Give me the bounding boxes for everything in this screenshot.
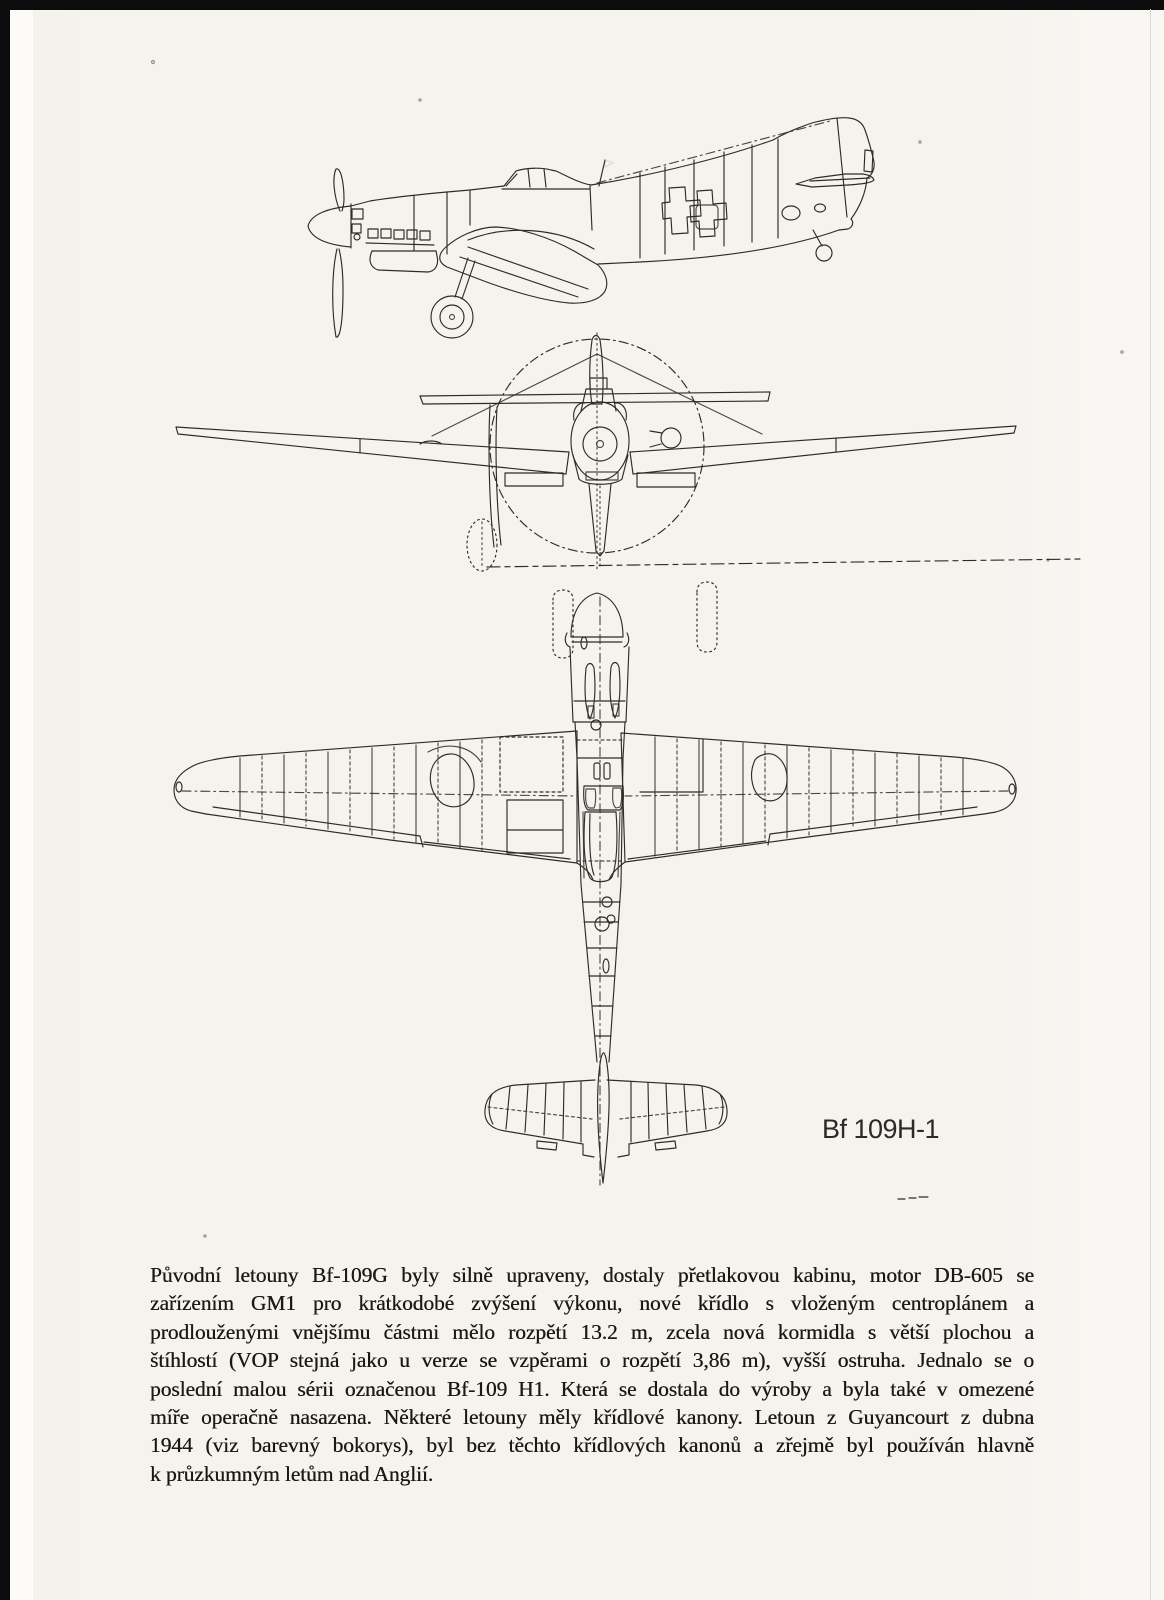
- paragraph-line: míře operačně nasazena. Některé letouny měly křídlové kanony. Letoun z Guyancourt z dubna: [150, 1405, 1034, 1430]
- paragraph-line: 1944 (viz barevný bokorys), byl bez těchto křídlových kanonů a zřejmě byl používán hlavně: [150, 1433, 1034, 1458]
- paragraph-line: k průzkumným letům nad Anglií.: [150, 1461, 434, 1486]
- paragraph-line: štíhlostí (VOP stejná jako u verze se vzpěrami o rozpětí 3,86 m), vyšší ostruha. Jednalo se o: [150, 1348, 1034, 1373]
- description-paragraph: [150, 1261, 1034, 1488]
- paragraph-line: zařízením GM1 pro krátkodobé zvýšení výkonu, nové křídlo s vloženým centroplánem a: [150, 1291, 1034, 1316]
- paragraph-line: Původní letouny Bf-109G byly silně upraveny, dostaly přetlakovou kabinu, motor DB-605 se: [150, 1263, 1034, 1287]
- top-view-drawing: [174, 593, 1016, 1185]
- scan-artifacts: [152, 61, 1124, 1238]
- aircraft-type-label: Bf 109H-1: [822, 1114, 940, 1144]
- paragraph-line: poslední malou sérii označenou Bf-109 H1. Která se dostala do výroby a byla také v omezené: [150, 1376, 1034, 1401]
- front-view-drawing: [176, 333, 1080, 658]
- side-view-drawing: [308, 118, 874, 338]
- paragraph-line: prodlouženými vnějšímu částmi mělo rozpětí 13.2 m, zcela nová kormidla s větší plochou a: [150, 1319, 1034, 1344]
